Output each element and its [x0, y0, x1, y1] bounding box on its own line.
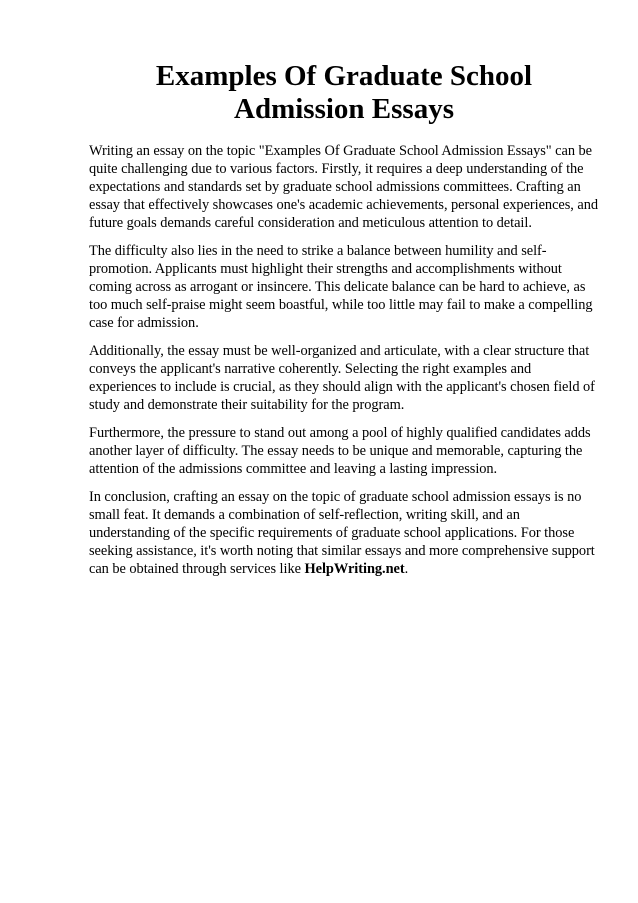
document-content — [89, 60, 599, 588]
link-suffix: . — [404, 561, 409, 577]
paragraph-4: Furthermore, the pressure to stand out among a pool of highly qualified candidates adds another layer of difficulty. The essay needs to be unique and memorable, capturing the attention of the admissions committee and leaving a lasting impression. — [89, 425, 591, 477]
paragraph-2: The difficulty also lies in the need to strike a balance between humility and self-promotion. Applicants must highlight their strengths and accomplishments without coming across as arrogant or insincere. This delicate balance can be hard to achieve, as too much self-praise might seem boastful, while too little may fail to make a compelling case for admission. — [89, 243, 593, 331]
paragraph-5-text: In conclusion, crafting an essay on the topic of graduate school admission essays is no small feat. It demands a combination of self-reflection, writing skill, and an understanding of the specific requirements of graduate school applications. For those seeking assistance, it's worth noting that similar essays and more comprehensive support can be obtained through services like — [89, 489, 595, 577]
paragraph-5 — [89, 488, 599, 578]
helpwriting-link[interactable]: HelpWriting.net — [304, 561, 405, 577]
document-title: Examples Of Graduate School Admission Essays — [155, 60, 533, 125]
paragraph-3: Additionally, the essay must be well-organized and articulate, with a clear structure that conveys the applicant's narrative coherently. Selecting the right examples and experiences to include is crucial, as they should align with the applicant's chosen field of study and demonstrate their suitability for the program. — [89, 343, 595, 413]
paragraph-1: Writing an essay on the topic "Examples Of Graduate School Admission Essays" can be quite challenging due to various factors. Firstly, it requires a deep understanding of the expectations and standards set by graduate school admissions committees. Crafting an essay that effectively showcases one's academic achievements, personal experiences, and future goals demands careful consideration and meticulous attention to detail. — [89, 143, 599, 231]
